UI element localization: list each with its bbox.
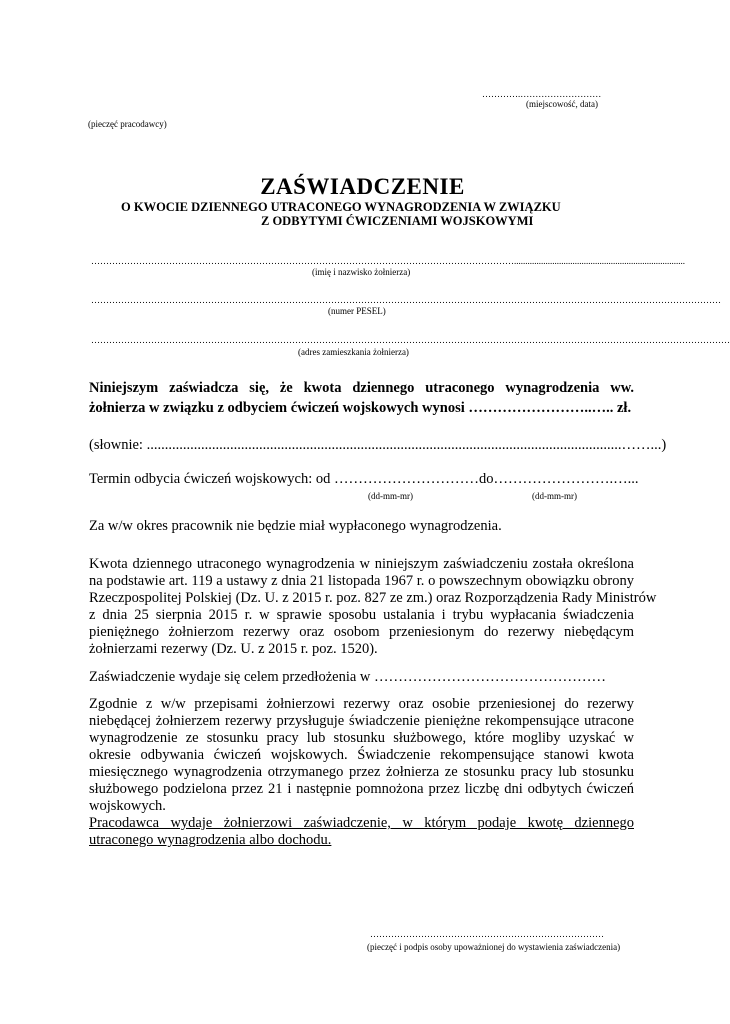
employer-duty-line: utraconego wynagrodzenia albo dochodu.: [89, 832, 332, 848]
document-title: ZAŚWIADCZENIE: [260, 174, 465, 199]
employer-duty-line: Pracodawca wydaje żołnierzowi zaświadczenie, w którym podaje kwotę dziennego: [89, 815, 634, 831]
pesel-label: (numer PESEL): [328, 306, 386, 316]
term-to-hint: (dd-mm-mr): [532, 491, 577, 501]
legal-basis-line: Rzeczpospolitej Polskiej (Dz. U. z 2015 r. poz. 827 ze zm.) oraz Rozporządzenia Rady Ministrów: [89, 590, 657, 606]
legal-basis-line: żołnierzami rezerwy (Dz. U. z 2015 r. poz. 1520).: [89, 641, 378, 657]
info-line: niebędącej żołnierzem rezerwy przysługuje świadczenie pieniężne rekompensujące utracone: [89, 713, 634, 729]
place-date-field: ………….………………………: [482, 89, 602, 99]
document-subtitle-line2: Z ODBYTYMI ĆWICZENIAMI WOJSKOWYMI: [261, 214, 534, 228]
no-pay-note: Za w/w okres pracownik nie będzie miał wypłaconego wynagrodzenia.: [89, 518, 502, 534]
statement-paragraph: [89, 378, 634, 418]
legal-basis-line: na podstawie art. 119 a ustawy z dnia 21 listopada 1967 r. o powszechnym obowiązku obrony: [89, 573, 634, 589]
exercise-term: Termin odbycia ćwiczeń wojskowych: od …………………………do…………………….…...: [89, 471, 639, 487]
signature-label: (pieczęć i podpis osoby upoważnionej do wystawienia zaświadczenia): [367, 942, 621, 952]
address-label: (adres zamieszkania żołnierza): [298, 347, 409, 357]
term-from-hint: (dd-mm-mr): [368, 491, 413, 501]
statement-line: Niniejszym zaświadcza się, że kwota dziennego utraconego wynagrodzenia ww.: [89, 380, 634, 396]
legal-basis-line: z dnia 25 sierpnia 2015 r. w sprawie sposobu ustalania i trybu wypłacania świadczenia: [89, 607, 634, 623]
employer-stamp-label: (pieczęć pracodawcy): [88, 119, 167, 129]
legal-basis-line: pieniężnego żołnierzom rezerwy oraz osobom przeniesionym do rezerwy niebędącym: [89, 624, 634, 640]
info-paragraph: [89, 696, 634, 849]
info-line: wojskowych.: [89, 798, 166, 814]
pesel-field: …………………………………………………………………………………………………………………………………………………………………………………………: [91, 295, 721, 305]
document-subtitle-line1: O KWOCIE DZIENNEGO UTRACONEGO WYNAGRODZENIA W ZWIĄZKU: [121, 200, 561, 214]
purpose-line: Zaświadczenie wydaje się celem przedłożenia w …………………………………………: [89, 669, 607, 685]
legal-basis-paragraph: [89, 556, 657, 658]
info-line: wynagrodzenie ze stosunku pracy lub stosunku służbowego, które mogliby uzyskać w: [89, 730, 634, 746]
soldier-name-label: (imię i nazwisko żołnierza): [312, 267, 411, 277]
amount-in-words: (słownie: ...................................................................................................................................……...): [89, 437, 667, 453]
info-line: Zgodnie z w/w przepisami żołnierzowi rezerwy oraz osobie przeniesionej do rezerwy: [89, 696, 634, 712]
place-date-label: (miejscowość, data): [526, 99, 598, 109]
info-line: służbowego podzielona przez 21 i następnie pomnożona przez liczbę dni odbytych ćwiczeń: [89, 781, 634, 797]
address-field: ……………………………………………………………………………………………………………………………………………………………………………………………: [91, 335, 730, 345]
info-line: miesięcznego wynagrodzenia otrzymanego przez żołnierza ze stosunku pracy lub stosunku: [89, 764, 634, 780]
soldier-name-field: ……………………………………………………………………………………………………………………………............................................................................: [91, 256, 685, 266]
signature-field: ……………………………………………………………………: [370, 929, 604, 939]
legal-basis-line: Kwota dziennego utraconego wynagrodzenia w niniejszym zaświadczeniu została określona: [89, 556, 634, 572]
info-line: okresie odbywania ćwiczeń wojskowych. Świadczenie rekompensujące stanowi kwota: [89, 747, 634, 763]
statement-line: żołnierza w związku z odbyciem ćwiczeń wojskowych wynosi ……………………..….. zł.: [89, 400, 632, 416]
